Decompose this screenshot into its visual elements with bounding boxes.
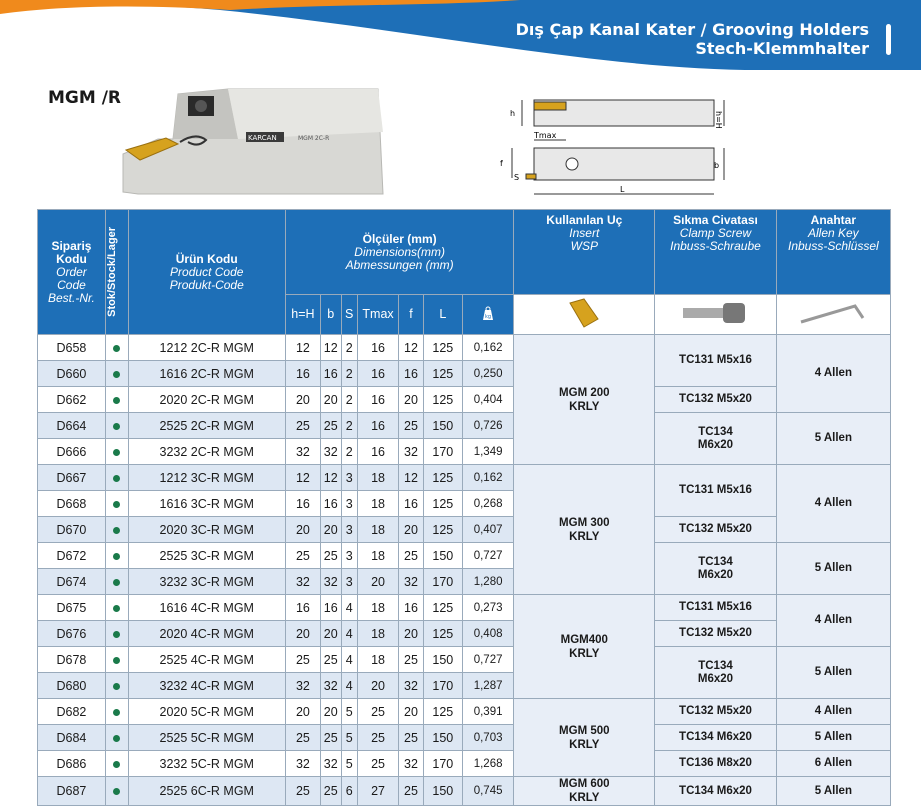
dim-s: 4 [341, 673, 357, 699]
dim-tmax: 25 [357, 751, 398, 777]
order-code: D675 [38, 595, 106, 621]
table-row [38, 413, 891, 439]
stock-dot [105, 517, 128, 543]
weight: 1,349 [462, 439, 513, 465]
weight: 0,268 [462, 491, 513, 517]
dim-f: 12 [399, 335, 424, 361]
dim-l: 170 [423, 439, 462, 465]
dim-h: 25 [285, 777, 320, 806]
in-stock-icon [113, 449, 120, 456]
dim-l: 125 [423, 361, 462, 387]
weight: 0,404 [462, 387, 513, 413]
dim-tmax: 20 [357, 569, 398, 595]
dim-header-s: S [341, 295, 357, 335]
in-stock-icon [113, 709, 120, 716]
stock-dot [105, 647, 128, 673]
dim-l: 125 [423, 387, 462, 413]
dim-b: 25 [320, 647, 341, 673]
dim-h: 32 [285, 439, 320, 465]
clamp-screw-code: TC132 M5x20 [655, 517, 776, 543]
dim-f: f [500, 159, 503, 168]
stock-dot [105, 621, 128, 647]
product-code: 2525 6C-R MGM [128, 777, 285, 806]
dim-b: 20 [320, 387, 341, 413]
dim-l: 150 [423, 725, 462, 751]
dim-s: 2 [341, 335, 357, 361]
dim-f: 32 [399, 751, 424, 777]
weight: 0,407 [462, 517, 513, 543]
dimension-diagram [498, 96, 743, 204]
in-stock-icon [113, 501, 120, 508]
col-allen-key: Anahtar Allen Key Inbuss-Schlüssel [776, 210, 890, 295]
dim-tmax: 16 [357, 387, 398, 413]
product-code: 2020 4C-R MGM [128, 621, 285, 647]
dim-f: 20 [399, 699, 424, 725]
order-code: D686 [38, 751, 106, 777]
clamp-screw-code: TC132 M5x20 [655, 699, 776, 725]
order-code: D676 [38, 621, 106, 647]
table-row [38, 335, 891, 361]
dim-l: 170 [423, 569, 462, 595]
order-code: D662 [38, 387, 106, 413]
stock-dot [105, 699, 128, 725]
dim-l: 125 [423, 699, 462, 725]
clamp-screw-code: TC131 M5x16 [655, 595, 776, 621]
dim-s: 3 [341, 543, 357, 569]
allen-key-size: 5 Allen [776, 543, 890, 595]
col-dimensions: Ölçüler (mm) Dimensions(mm) Abmessungen (mm) [285, 210, 513, 295]
weight: 0,391 [462, 699, 513, 725]
dim-f: 32 [399, 439, 424, 465]
product-code: 2525 3C-R MGM [128, 543, 285, 569]
allen-key-size: 4 Allen [776, 595, 890, 647]
dim-f: 25 [399, 725, 424, 751]
clamp-screw-code: TC134 M6x20 [655, 413, 776, 465]
weight: 1,280 [462, 569, 513, 595]
order-code: D667 [38, 465, 106, 491]
dim-b: 20 [320, 517, 341, 543]
dim-h: 20 [285, 699, 320, 725]
product-code: 3232 2C-R MGM [128, 439, 285, 465]
product-code: 1616 4C-R MGM [128, 595, 285, 621]
in-stock-icon [113, 553, 120, 560]
stock-dot [105, 543, 128, 569]
order-code: D678 [38, 647, 106, 673]
product-code: 1616 3C-R MGM [128, 491, 285, 517]
key-image [776, 295, 890, 335]
dim-tmax: 25 [357, 699, 398, 725]
col-stock: Stok/Stock/Lager [105, 210, 128, 335]
in-stock-icon [113, 345, 120, 352]
allen-key-size: 5 Allen [776, 413, 890, 465]
dim-l: 125 [423, 465, 462, 491]
weight: 1,287 [462, 673, 513, 699]
stock-dot [105, 777, 128, 806]
allen-key-size: 4 Allen [776, 465, 890, 543]
allen-key-size: 5 Allen [776, 725, 890, 751]
clamp-screw-code: TC134 M6x20 [655, 647, 776, 699]
dim-h: 12 [285, 465, 320, 491]
clamp-screw-code: TC132 M5x20 [655, 387, 776, 413]
dim-tmax: 16 [357, 361, 398, 387]
dim-l: 150 [423, 543, 462, 569]
dim-tmax: 25 [357, 725, 398, 751]
dim-f: 16 [399, 491, 424, 517]
dim-s: 3 [341, 465, 357, 491]
table-row [38, 621, 891, 647]
dim-b: 25 [320, 413, 341, 439]
dim-f: 20 [399, 621, 424, 647]
dim-tmax: 16 [357, 439, 398, 465]
dim-b: 12 [320, 335, 341, 361]
in-stock-icon [113, 371, 120, 378]
dim-b: 12 [320, 465, 341, 491]
dim-b: 20 [320, 621, 341, 647]
dim-f: 25 [399, 413, 424, 439]
weight: 0,703 [462, 725, 513, 751]
dim-tmax: 18 [357, 491, 398, 517]
dim-tmax: 18 [357, 517, 398, 543]
dim-b: 25 [320, 543, 341, 569]
dim-l: 125 [423, 335, 462, 361]
photo-brand: KARCAN [248, 134, 277, 142]
order-code: D658 [38, 335, 106, 361]
in-stock-icon [113, 683, 120, 690]
dim-h: 20 [285, 517, 320, 543]
dim-tmax: 18 [357, 621, 398, 647]
table-row [38, 777, 891, 806]
dim-h: 25 [285, 647, 320, 673]
allen-key-size: 6 Allen [776, 751, 890, 777]
weight: 0,162 [462, 335, 513, 361]
screw-image [655, 295, 776, 335]
in-stock-icon [113, 735, 120, 742]
dim-f: 20 [399, 517, 424, 543]
dim-f: 25 [399, 543, 424, 569]
order-code: D670 [38, 517, 106, 543]
table-row [38, 751, 891, 777]
weight: 0,162 [462, 465, 513, 491]
weight: 0,727 [462, 647, 513, 673]
dim-tmax: 16 [357, 335, 398, 361]
dim-f: 20 [399, 387, 424, 413]
table-row [38, 465, 891, 491]
dim-s: S [514, 173, 520, 182]
dim-header-h: h=H [285, 295, 320, 335]
order-code: D672 [38, 543, 106, 569]
stock-dot [105, 413, 128, 439]
title-accent-bar [886, 24, 891, 55]
product-code: 1212 3C-R MGM [128, 465, 285, 491]
clamp-screw-code: TC136 M8x20 [655, 751, 776, 777]
dim-tmax: 20 [357, 673, 398, 699]
weight-icon [462, 295, 513, 335]
stock-dot [105, 335, 128, 361]
dim-b: b [714, 161, 720, 170]
weight: 0,727 [462, 543, 513, 569]
table-row [38, 725, 891, 751]
dim-s: 5 [341, 725, 357, 751]
stock-dot [105, 387, 128, 413]
stock-dot [105, 751, 128, 777]
clamp-screw-code: TC134 M6x20 [655, 777, 776, 806]
weight: 0,408 [462, 621, 513, 647]
table-row [38, 595, 891, 621]
dim-s: 4 [341, 595, 357, 621]
stock-dot [105, 491, 128, 517]
allen-key-size: 5 Allen [776, 777, 890, 806]
product-code: 2020 5C-R MGM [128, 699, 285, 725]
in-stock-icon [113, 527, 120, 534]
col-insert: Kullanılan Uç Insert WSP [514, 210, 655, 295]
order-code: D674 [38, 569, 106, 595]
weight: 0,726 [462, 413, 513, 439]
dim-b: 16 [320, 595, 341, 621]
order-code: D687 [38, 777, 106, 806]
dim-h: 12 [285, 335, 320, 361]
tool-holder-photo [118, 84, 398, 196]
in-stock-icon [113, 397, 120, 404]
dim-l: 150 [423, 647, 462, 673]
dim-b: 25 [320, 777, 341, 806]
product-code: 2525 2C-R MGM [128, 413, 285, 439]
insert-code: MGM 200 KRLY [514, 335, 655, 465]
in-stock-icon [113, 761, 120, 768]
dim-s: 2 [341, 387, 357, 413]
table-row [38, 387, 891, 413]
col-product-code: Ürün Kodu Product Code Produkt-Code [128, 210, 285, 335]
dim-s: 4 [341, 621, 357, 647]
weight: 0,273 [462, 595, 513, 621]
dim-s: 6 [341, 777, 357, 806]
dim-s: 3 [341, 569, 357, 595]
dim-h: 25 [285, 543, 320, 569]
stock-dot [105, 361, 128, 387]
dim-tmax: Tmax [534, 131, 557, 140]
dim-header-b: b [320, 295, 341, 335]
product-code: 2525 5C-R MGM [128, 725, 285, 751]
order-code: D668 [38, 491, 106, 517]
order-code: D682 [38, 699, 106, 725]
dim-h: 25 [285, 725, 320, 751]
dim-b: 32 [320, 673, 341, 699]
in-stock-icon [113, 605, 120, 612]
dim-f: 16 [399, 361, 424, 387]
dim-h: 16 [285, 491, 320, 517]
product-code: 3232 4C-R MGM [128, 673, 285, 699]
insert-code: MGM 300 KRLY [514, 465, 655, 595]
clamp-screw-code: TC134 M6x20 [655, 725, 776, 751]
dim-s: 5 [341, 699, 357, 725]
allen-key-size: 4 Allen [776, 699, 890, 725]
dim-h: 20 [285, 387, 320, 413]
order-code: D684 [38, 725, 106, 751]
product-code: 3232 5C-R MGM [128, 751, 285, 777]
dim-l: 125 [423, 491, 462, 517]
product-code: 2020 3C-R MGM [128, 517, 285, 543]
stock-dot [105, 465, 128, 491]
table-row [38, 517, 891, 543]
dim-b: 16 [320, 491, 341, 517]
dim-header-f: f [399, 295, 424, 335]
dim-tmax: 18 [357, 465, 398, 491]
dim-f: 32 [399, 569, 424, 595]
allen-key-size: 4 Allen [776, 335, 890, 413]
dim-header-l: L [423, 295, 462, 335]
dim-l: 170 [423, 673, 462, 699]
insert-code: MGM 500 KRLY [514, 699, 655, 777]
dim-h: 16 [285, 361, 320, 387]
insert-code: MGM 600 KRLY [514, 777, 655, 806]
dim-s: 2 [341, 439, 357, 465]
order-code: D660 [38, 361, 106, 387]
dim-h: 32 [285, 569, 320, 595]
product-code: 3232 3C-R MGM [128, 569, 285, 595]
dim-l: 125 [423, 517, 462, 543]
dim-tmax: 27 [357, 777, 398, 806]
dim-hH: h=H [714, 111, 723, 129]
photo-code: MGM 2C-R [298, 135, 330, 142]
stock-dot [105, 569, 128, 595]
table-row [38, 647, 891, 673]
dim-tmax: 18 [357, 595, 398, 621]
dim-l: 170 [423, 751, 462, 777]
col-clamp-screw: Sıkma Civatası Clamp Screw Inbuss-Schraube [655, 210, 776, 295]
dim-b: 32 [320, 439, 341, 465]
dim-tmax: 16 [357, 413, 398, 439]
dim-h: 32 [285, 673, 320, 699]
clamp-screw-code: TC131 M5x16 [655, 465, 776, 517]
order-code: D680 [38, 673, 106, 699]
order-code: D666 [38, 439, 106, 465]
dim-l: 125 [423, 595, 462, 621]
product-code: 2525 4C-R MGM [128, 647, 285, 673]
insert-image [514, 295, 655, 335]
in-stock-icon [113, 423, 120, 430]
in-stock-icon [113, 579, 120, 586]
dim-f: 16 [399, 595, 424, 621]
dim-tmax: 18 [357, 543, 398, 569]
clamp-screw-code: TC132 M5x20 [655, 621, 776, 647]
clamp-screw-code: TC131 M5x16 [655, 335, 776, 387]
weight: 0,250 [462, 361, 513, 387]
in-stock-icon [113, 657, 120, 664]
dim-h: 20 [285, 621, 320, 647]
model-label: MGM /R [48, 88, 122, 108]
product-table [37, 209, 891, 806]
table-row [38, 543, 891, 569]
weight: 1,268 [462, 751, 513, 777]
dim-h: 16 [285, 595, 320, 621]
dim-l: 150 [423, 413, 462, 439]
dim-b: 20 [320, 699, 341, 725]
dim-h: 25 [285, 413, 320, 439]
product-code: 1212 2C-R MGM [128, 335, 285, 361]
dim-s: 5 [341, 751, 357, 777]
dim-s: 3 [341, 517, 357, 543]
in-stock-icon [113, 475, 120, 482]
dim-h: h [510, 109, 516, 118]
product-code: 1616 2C-R MGM [128, 361, 285, 387]
table-row [38, 699, 891, 725]
dim-f: 32 [399, 673, 424, 699]
insert-code: MGM400 KRLY [514, 595, 655, 699]
dim-s: 2 [341, 413, 357, 439]
stock-dot [105, 595, 128, 621]
dim-l: 150 [423, 777, 462, 806]
svg-text:kg: kg [485, 314, 492, 320]
dim-b: 16 [320, 361, 341, 387]
dim-f: 25 [399, 647, 424, 673]
dim-b: 25 [320, 725, 341, 751]
dim-l: 125 [423, 621, 462, 647]
stock-dot [105, 673, 128, 699]
col-order-code: Sipariş Kodu Order Code Best.-Nr. [38, 210, 106, 335]
dim-l: L [620, 185, 625, 194]
dim-s: 4 [341, 647, 357, 673]
dim-b: 32 [320, 569, 341, 595]
allen-key-size: 5 Allen [776, 647, 890, 699]
dim-s: 2 [341, 361, 357, 387]
dim-f: 12 [399, 465, 424, 491]
stock-dot [105, 725, 128, 751]
page-title: Dış Çap Kanal Kater / Grooving Holders Stech-Klemmhalter [515, 20, 869, 58]
order-code: D664 [38, 413, 106, 439]
dim-b: 32 [320, 751, 341, 777]
dim-h: 32 [285, 751, 320, 777]
weight: 0,745 [462, 777, 513, 806]
clamp-screw-code: TC134 M6x20 [655, 543, 776, 595]
stock-dot [105, 439, 128, 465]
dim-header-tmax: Tmax [357, 295, 398, 335]
product-code: 2020 2C-R MGM [128, 387, 285, 413]
dim-tmax: 18 [357, 647, 398, 673]
in-stock-icon [113, 788, 120, 795]
dim-s: 3 [341, 491, 357, 517]
in-stock-icon [113, 631, 120, 638]
dim-f: 25 [399, 777, 424, 806]
